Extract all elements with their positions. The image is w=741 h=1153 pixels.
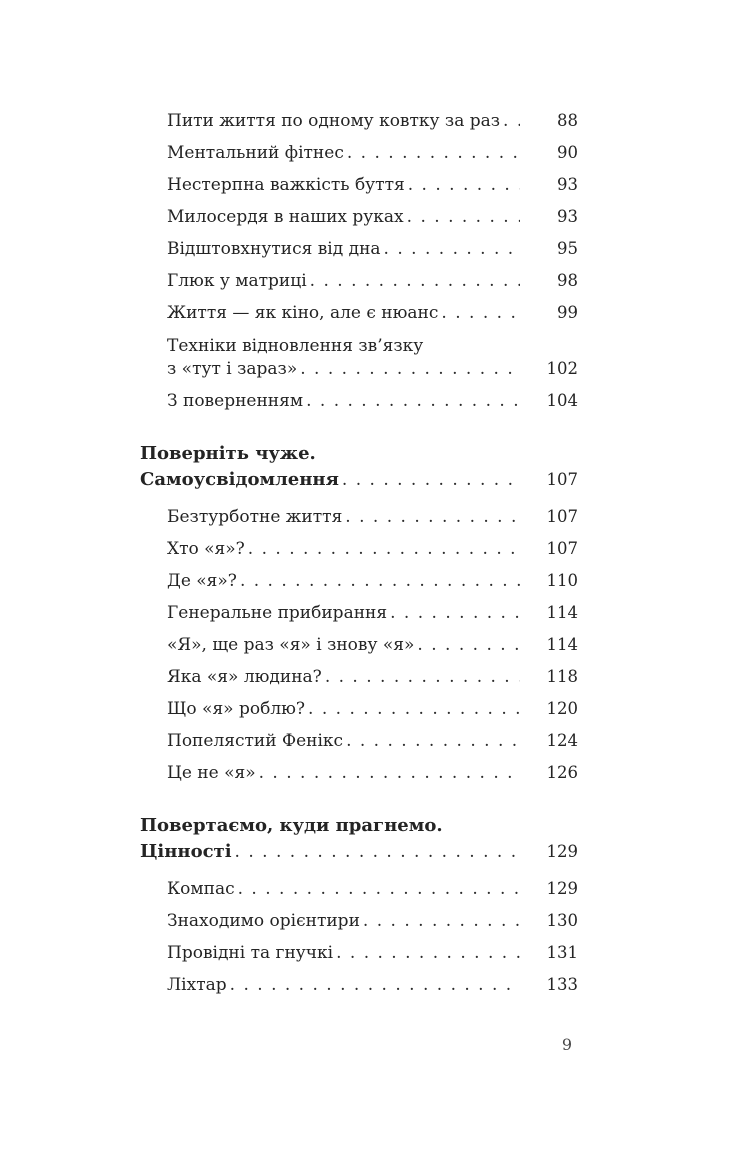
toc-leader-dots <box>336 942 520 964</box>
toc-entry-title-line1: Техніки відновлення зв’язку <box>167 336 424 356</box>
toc-entry-title: Глюк у матриці <box>167 271 307 291</box>
toc-entry <box>140 110 578 132</box>
toc-entry <box>140 206 578 228</box>
toc-section-page-number: 107 <box>546 470 578 489</box>
toc-entry-page-number: 114 <box>546 603 578 622</box>
toc-section-title-line1: Поверніть чуже. <box>140 443 316 464</box>
toc-entry-title: Життя — як кіно, але є нюанс <box>167 303 439 323</box>
toc-section-title-line2: Цінності <box>140 841 232 862</box>
toc-entry-page-number: 129 <box>546 879 578 898</box>
toc-items <box>140 110 578 412</box>
toc-entry-title: Компас <box>167 879 235 899</box>
toc-leader-dots <box>347 142 520 164</box>
toc-entry <box>140 878 578 900</box>
toc-leader-dots <box>259 762 520 784</box>
toc-entry-title-line2: з «тут і зараз» <box>167 359 298 379</box>
toc-section <box>140 442 578 784</box>
toc-entry-title: Нестерпна важкість буття <box>167 175 405 195</box>
toc-entry-title: Пити життя по одному ковтку за раз <box>167 111 501 131</box>
toc-entry-page-number: 124 <box>546 731 578 750</box>
toc-section-title-line1: Повертаємо, куди прагнемо. <box>140 815 443 836</box>
toc-entry <box>140 302 578 324</box>
toc-leader-dots <box>240 570 520 592</box>
toc-entry-page-number: 118 <box>546 667 578 686</box>
toc-entry-title: Ментальний фітнес <box>167 143 344 163</box>
toc-entry <box>140 762 578 784</box>
toc-leader-dots <box>384 238 520 260</box>
toc-entry <box>140 390 578 412</box>
toc-entry-title: Хто «я»? <box>167 539 245 559</box>
toc-entry <box>140 942 578 964</box>
toc-items <box>140 506 578 784</box>
toc-leader-dots <box>230 974 520 996</box>
toc-entry-page-number: 93 <box>557 175 578 194</box>
toc-entry-page-number: 114 <box>546 635 578 654</box>
toc-leader-dots <box>363 910 520 932</box>
toc-entry <box>140 238 578 260</box>
toc-entry-page-number: 99 <box>557 303 578 322</box>
toc-entry-page-number: 133 <box>546 975 578 994</box>
toc-leader-dots <box>345 506 520 528</box>
toc-section <box>140 110 578 412</box>
toc-entry-page-number: 107 <box>546 507 578 526</box>
toc-leader-dots <box>308 698 520 720</box>
toc-leader-dots <box>390 602 520 624</box>
toc-entry-title: «Я», ще раз «я» і знову «я» <box>167 635 415 655</box>
toc-entry-title: Яка «я» людина? <box>167 667 322 687</box>
toc-entry-page-number: 102 <box>546 359 578 378</box>
toc-leader-dots <box>417 634 520 656</box>
toc-leader-dots <box>235 838 520 866</box>
toc-leader-dots <box>503 110 520 132</box>
toc-entry-page-number: 131 <box>546 943 578 962</box>
toc-entry-page-number: 98 <box>557 271 578 290</box>
toc-entry <box>140 974 578 996</box>
toc-section-header <box>140 442 578 494</box>
toc-entry-title: Провідні та гнучкі <box>167 943 334 963</box>
toc-entry-title: Попелястий Фенікс <box>167 731 344 751</box>
toc-entry <box>140 910 578 932</box>
toc-entry-title: Знаходимо орієнтири <box>167 911 360 931</box>
toc-leader-dots <box>300 358 520 380</box>
toc-entry <box>140 602 578 624</box>
toc-leader-dots <box>310 270 520 292</box>
toc-entry-page-number: 120 <box>546 699 578 718</box>
toc-leader-dots <box>346 730 520 752</box>
toc-entry <box>140 730 578 752</box>
toc <box>140 110 578 1006</box>
toc-entry <box>140 174 578 196</box>
toc-entry-page-number: 104 <box>546 391 578 410</box>
page-folio: 9 <box>561 1035 572 1054</box>
toc-items <box>140 878 578 996</box>
toc-entry-title: Безтурботне життя <box>167 507 343 527</box>
toc-leader-dots <box>238 878 520 900</box>
toc-leader-dots <box>325 666 520 688</box>
toc-entry-title: Це не «я» <box>167 763 256 783</box>
toc-entry <box>140 334 578 380</box>
toc-entry-title: Милосердя в наших руках <box>167 207 404 227</box>
toc-entry-page-number: 88 <box>557 111 578 130</box>
toc-leader-dots <box>407 206 520 228</box>
toc-entry-title: Де «я»? <box>167 571 237 591</box>
toc-entry-title: Генеральне прибирання <box>167 603 388 623</box>
toc-entry-title: Ліхтар <box>167 975 227 995</box>
toc-section-title-line2: Самоусвідомлення <box>140 469 339 490</box>
toc-entry <box>140 142 578 164</box>
toc-section-header <box>140 814 578 866</box>
toc-entry <box>140 666 578 688</box>
toc-entry <box>140 570 578 592</box>
toc-leader-dots <box>306 390 520 412</box>
toc-entry <box>140 506 578 528</box>
toc-entry <box>140 270 578 292</box>
toc-entry-page-number: 130 <box>546 911 578 930</box>
toc-entry-title: Що «я» роблю? <box>167 699 306 719</box>
toc-entry <box>140 538 578 560</box>
toc-section-header-row <box>140 838 578 866</box>
toc-section-page-number: 129 <box>546 842 578 861</box>
toc-entry <box>140 634 578 656</box>
toc-section <box>140 814 578 996</box>
toc-entry-page-number: 126 <box>546 763 578 782</box>
toc-section-header-row <box>140 466 578 494</box>
toc-entry-page-number: 110 <box>546 571 578 590</box>
toc-entry <box>140 698 578 720</box>
toc-entry-page-number: 107 <box>546 539 578 558</box>
toc-entry-page-number: 90 <box>557 143 578 162</box>
toc-leader-dots <box>408 174 520 196</box>
toc-leader-dots <box>441 302 520 324</box>
toc-entry-title: Відштовхнутися від дна <box>167 239 381 259</box>
toc-entry-row <box>167 358 578 380</box>
toc-entry-page-number: 95 <box>557 239 578 258</box>
toc-entry-title: З поверненням <box>167 391 304 411</box>
toc-leader-dots <box>342 466 520 494</box>
toc-leader-dots <box>248 538 520 560</box>
toc-entry-page-number: 93 <box>557 207 578 226</box>
